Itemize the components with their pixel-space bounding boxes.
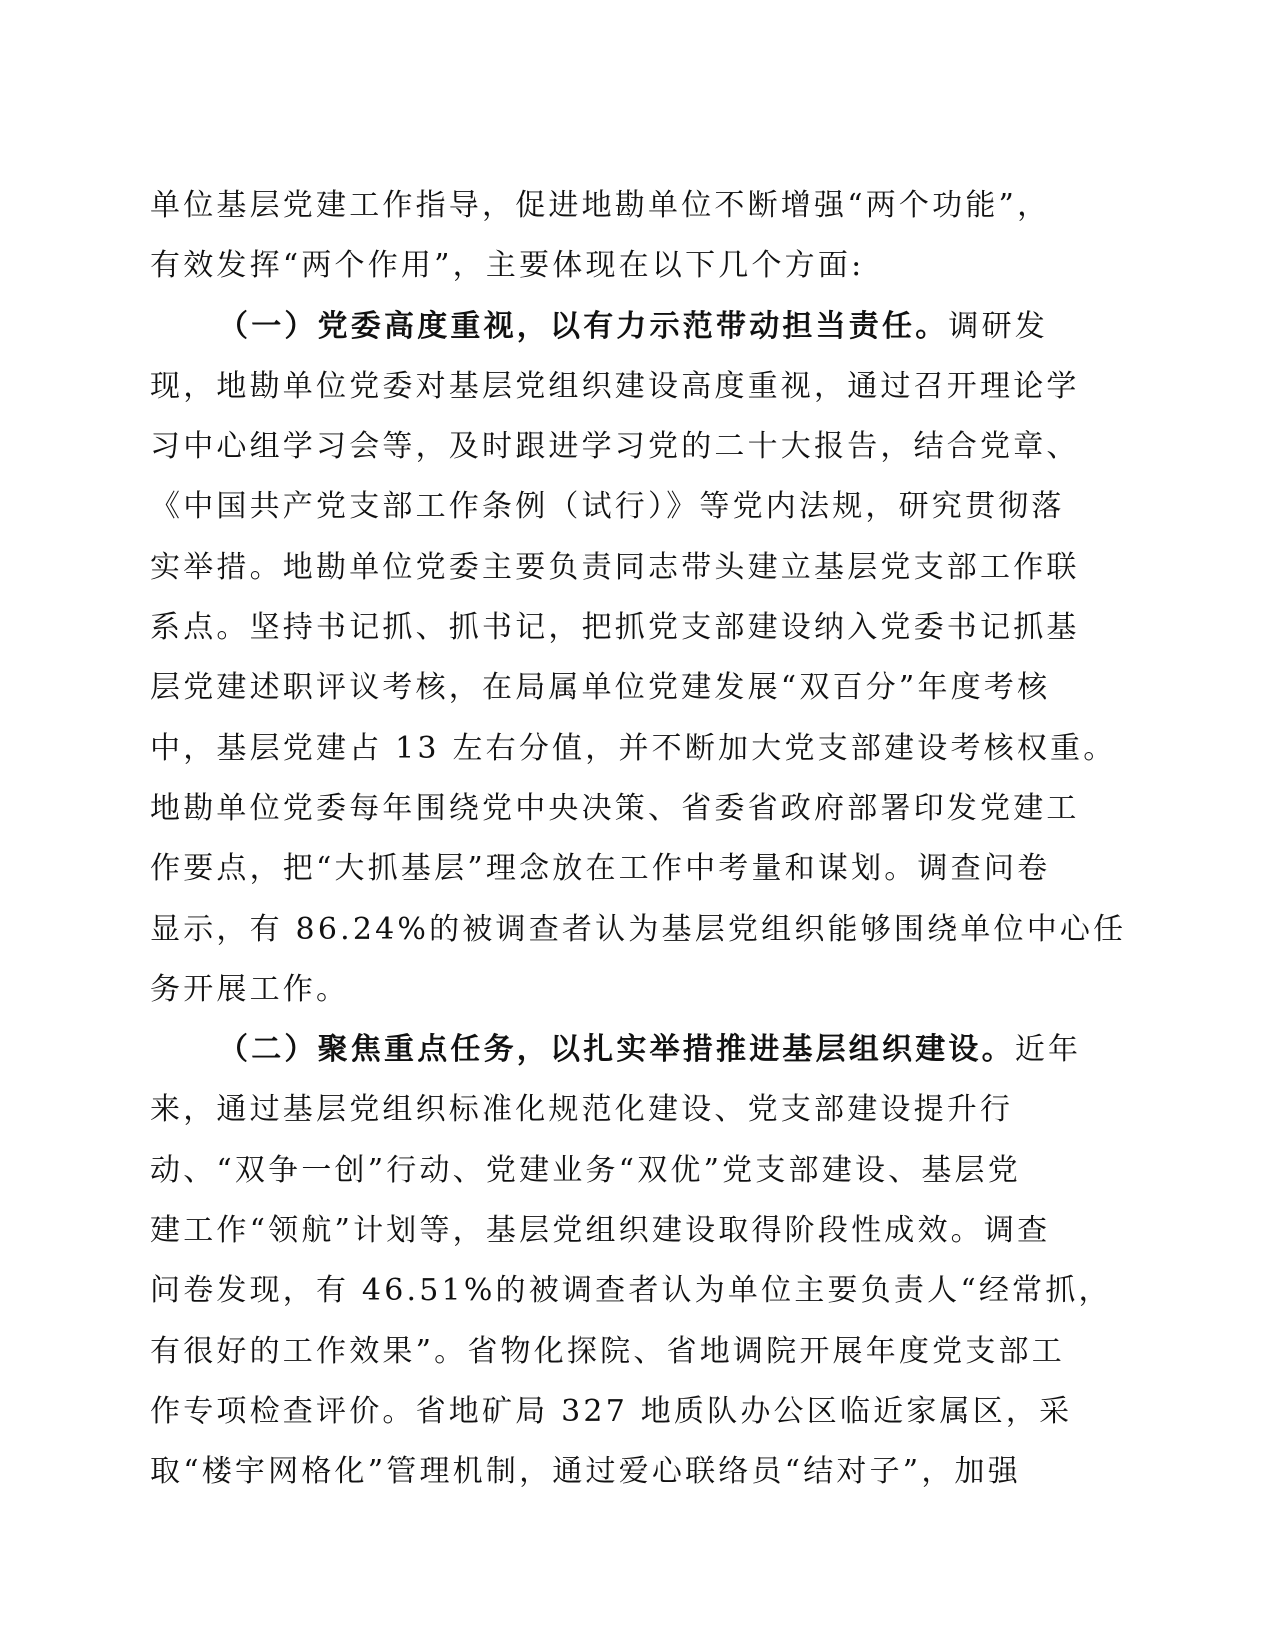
text-line: 层党建述职评议考核，在局属单位党建发展“双百分”年度考核	[150, 670, 1051, 706]
section-heading-line	[150, 1020, 1082, 1080]
text-line: 动、“双争一创”行动、党建业务“双优”党支部建设、基层党	[150, 1152, 1021, 1188]
text-line: 建工作“领航”计划等，基层党组织建设取得阶段性成效。调查	[150, 1213, 1051, 1249]
text-line: 务开展工作。	[150, 971, 350, 1007]
section-heading: （二）聚焦重点任务，以扎实举措推进基层组织建设。	[218, 1032, 1015, 1068]
text-line-continuation: 调研发	[948, 308, 1049, 344]
text-line: 有很好的工作效果”。省物化探院、省地调院开展年度党支部工	[150, 1333, 1065, 1369]
section-heading: （一）党委高度重视，以有力示范带动担当责任。	[218, 308, 949, 344]
text-line: 来，通过基层党组织标准化规范化建设、党支部建设提升行	[150, 1092, 1014, 1128]
text-line: 作专项检查评价。省地矿局 327 地质队办公区临近家属区，采	[150, 1393, 1073, 1429]
text-line: 取“楼宇网格化”管理机制，通过爱心联络员“结对子”，加强	[150, 1454, 1021, 1490]
body-text	[150, 176, 1127, 1503]
text-line: 中，基层党建占 13 左右分值，并不断加大党支部建设考核权重。	[150, 730, 1117, 766]
text-line: 显示，有 86.24%的被调查者认为基层党组织能够围绕单位中心任	[150, 911, 1127, 947]
text-line: 地勘单位党委每年围绕党中央决策、省委省政府部署印发党建工	[150, 790, 1080, 826]
text-line: 系点。坚持书记抓、抓书记，把抓党支部建设纳入党委书记抓基	[150, 610, 1080, 646]
text-line: 有效发挥“两个作用”，主要体现在以下几个方面:	[150, 248, 865, 284]
text-line: 单位基层党建工作指导，促进地勘单位不断增强“两个功能”，	[150, 188, 1051, 223]
text-line: 实举措。地勘单位党委主要负责同志带头建立基层党支部工作联	[150, 549, 1080, 585]
text-line: 作要点，把“大抓基层”理念放在工作中考量和谋划。调查问卷	[150, 851, 1051, 887]
text-line: 《中国共产党支部工作条例（试行）》等党内法规，研究贯彻落	[150, 489, 1065, 525]
text-line: 习中心组学习会等，及时跟进学习党的二十大报告，结合党章、	[150, 429, 1080, 465]
section-heading-line	[150, 297, 1050, 357]
text-line: 问卷发现，有 46.51%的被调查者认为单位主要负责人“经常抓，	[150, 1273, 1112, 1309]
text-line: 现，地勘单位党委对基层党组织建设高度重视，通过召开理论学	[150, 368, 1080, 404]
text-line-continuation: 近年	[1014, 1032, 1082, 1068]
